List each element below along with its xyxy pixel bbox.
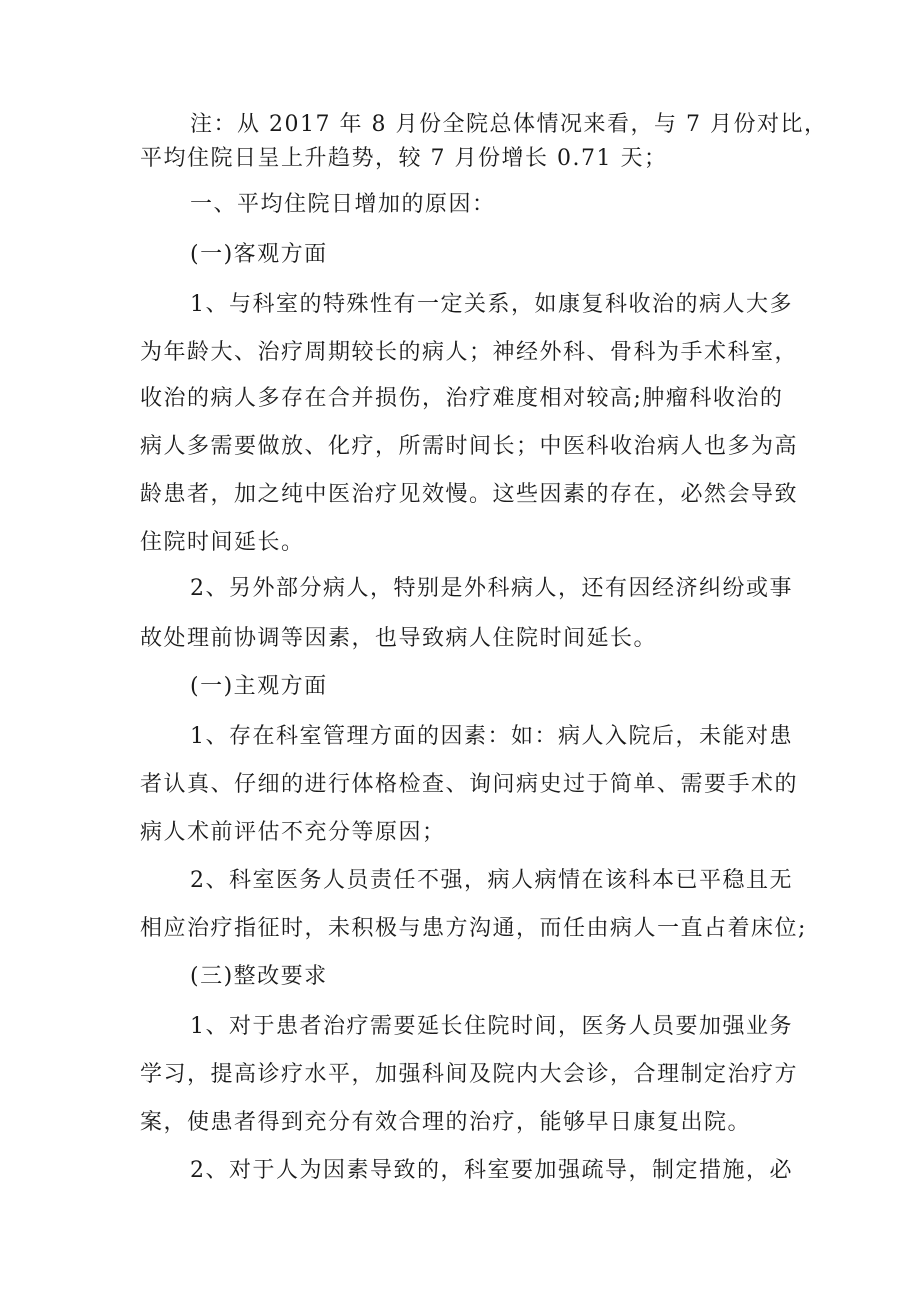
subjective-item1-line: 者认真、仔细的进行体格检查、询问病史过于简单、需要手术的 bbox=[140, 772, 799, 797]
objective-item1-line: 病人多需要做放、化疗，所需时间长；中医科收治病人也多为高 bbox=[140, 434, 799, 459]
note-line-2: 平均住院日呈上升趋势，较 7 月份增长 0.71 天； bbox=[140, 146, 668, 171]
objective-heading: (一)客观方面 bbox=[190, 242, 328, 267]
subjective-item2-line: 相应治疗指征时，未积极与患方沟通，而任由病人一直占着床位; bbox=[140, 916, 807, 941]
objective-item1-line: 住院时间延长。 bbox=[140, 530, 305, 555]
rectification-item1-line: 学习，提高诊疗水平，加强科间及院内大会诊，合理制定治疗方 bbox=[140, 1062, 799, 1087]
subjective-item1-line: 1、存在科室管理方面的因素：如：病人入院后，未能对患 bbox=[190, 724, 793, 749]
objective-item2-line: 故处理前协调等因素，也导致病人住院时间延长。 bbox=[140, 626, 658, 651]
objective-item1-line: 1、与科室的特殊性有一定关系，如康复科收治的病人大多 bbox=[190, 292, 793, 317]
note-line-1: 注：从 2017 年 8 月份全院总体情况来看，与 7 月份对比， bbox=[190, 112, 828, 137]
rectification-heading: (三)整改要求 bbox=[190, 964, 328, 989]
subjective-heading: (一)主观方面 bbox=[190, 674, 328, 699]
objective-item2-line: 2、另外部分病人，特别是外科病人，还有因经济纠纷或事 bbox=[190, 576, 793, 601]
rectification-item2-line: 2、对于人为因素导致的，科室要加强疏导，制定措施，必 bbox=[190, 1158, 793, 1183]
objective-item1-line: 龄患者，加之纯中医治疗见效慢。这些因素的存在，必然会导致 bbox=[140, 482, 799, 507]
objective-item1-line: 为年龄大、治疗周期较长的病人；神经外科、骨科为手术科室， bbox=[140, 340, 799, 365]
rectification-item1-line: 1、对于患者治疗需要延长住院时间，医务人员要加强业务 bbox=[190, 1014, 793, 1039]
subjective-item1-line: 病人术前评估不充分等原因； bbox=[140, 820, 446, 845]
rectification-item1-line: 案，使患者得到充分有效合理的治疗，能够早日康复出院。 bbox=[140, 1110, 752, 1135]
objective-item1-line: 收治的病人多存在合并损伤，治疗难度相对较高;肿瘤科收治的 bbox=[140, 386, 784, 411]
subjective-item2-line: 2、科室医务人员责任不强，病人病情在该科本已平稳且无 bbox=[190, 868, 793, 893]
section-heading: 一、平均住院日增加的原因： bbox=[190, 192, 496, 217]
